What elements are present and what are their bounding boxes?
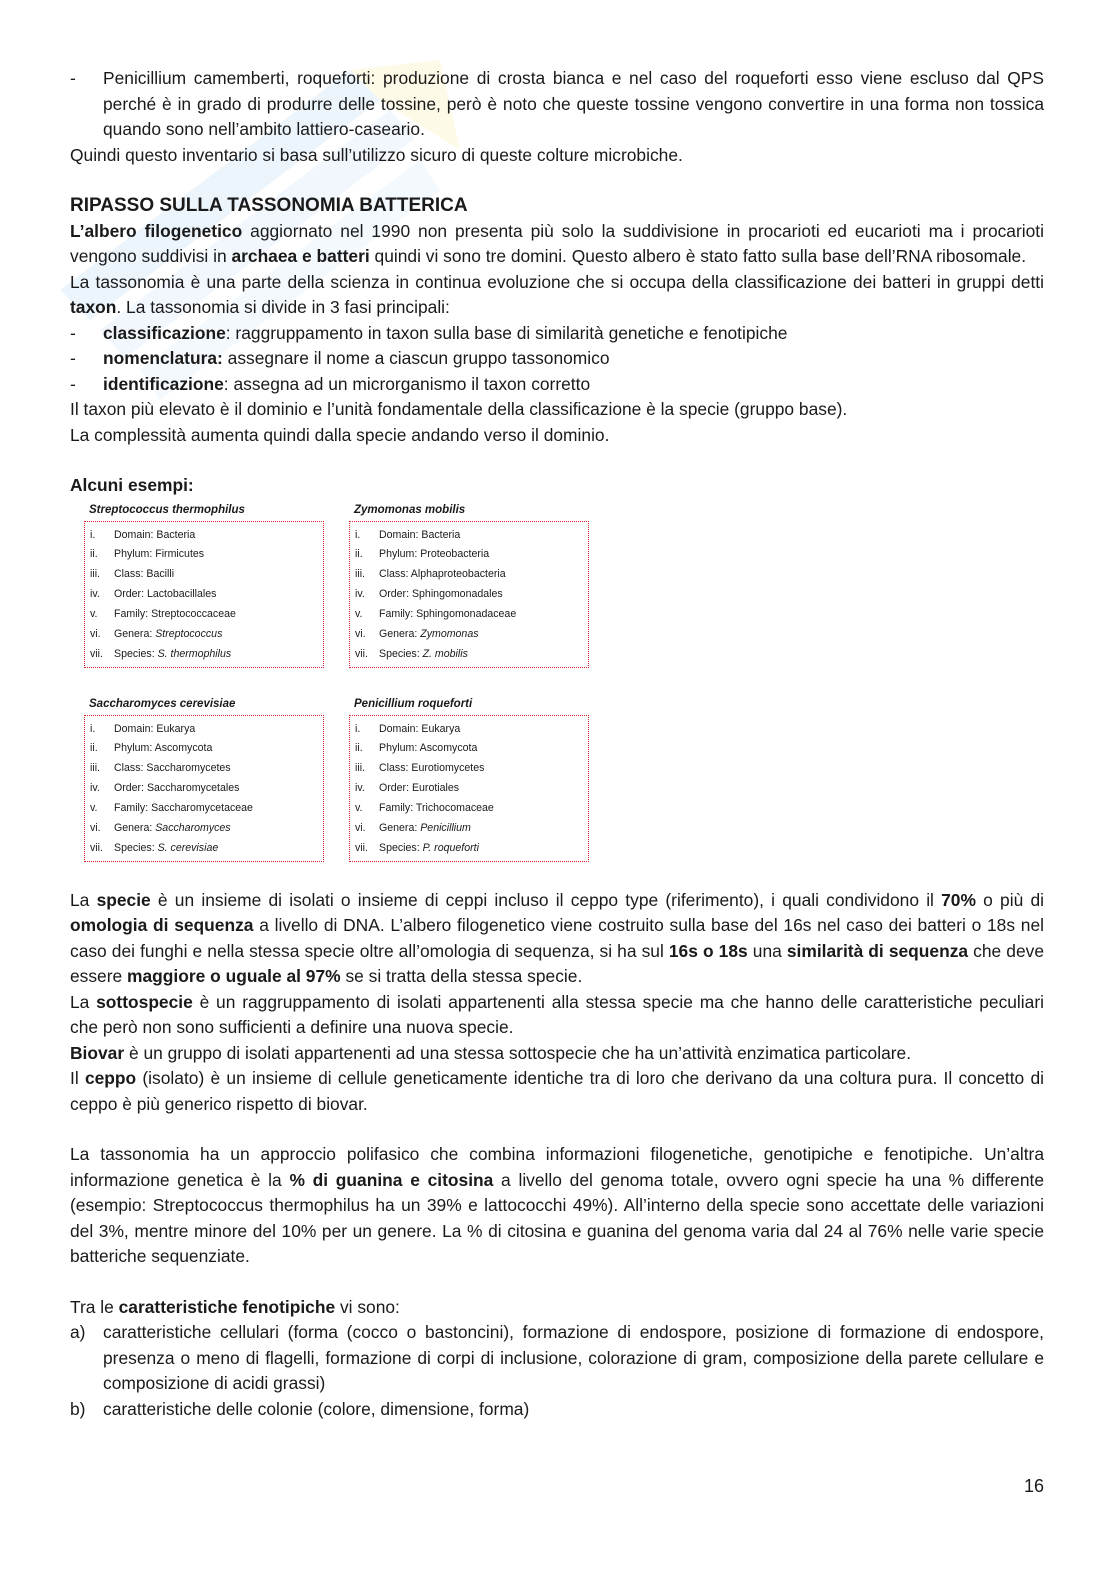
taxonomy-row: iv. Order: Eurotiales	[355, 782, 460, 795]
taxonomy-row: iii. Class: Saccharomycetes	[90, 762, 231, 775]
phase-item: - nomenclatura: assegnare il nome a ciascun gruppo tassonomico	[70, 348, 610, 368]
taxonomy-card-title: Penicillium roqueforti	[354, 697, 473, 710]
taxonomy-row: vii. Species: P. roqueforti	[355, 841, 479, 854]
taxonomy-row: vi. Genera: Penicillium	[355, 822, 471, 835]
taxonomy-row: vi. Genera: Zymomonas	[355, 628, 479, 641]
taxonomy-row: v. Family: Sphingomonadaceae	[355, 608, 517, 621]
taxonomy-row: i. Domain: Bacteria	[355, 528, 461, 541]
paragraph-taxonomy: La tassonomia è una parte della scienza in continua evoluzione che si occupa della classificazione dei batteri in gruppi detti taxon. La tassonomia si divide in 3 fasi principali:	[70, 271, 1044, 317]
taxonomy-card-box	[84, 521, 324, 668]
phase-item: - classificazione: raggruppamento in taxon sulla base di similarità genetiche e fenotipiche	[70, 322, 788, 343]
taxonomy-card-title: Zymomonas mobilis	[354, 503, 466, 516]
taxonomy-card-title: Saccharomyces cerevisiae	[89, 697, 236, 710]
phase-item: - identificazione: assegna ad un microrganismo il taxon corretto	[70, 373, 591, 394]
taxonomy-row: iii. Class: Alphaproteobacteria	[355, 568, 506, 581]
taxonomy-card	[84, 503, 324, 668]
intro-closing: Quindi questo inventario si basa sull’utilizzo sicuro di queste colture microbiche.	[70, 144, 683, 165]
paragraph-tree: L’albero filogenetico aggiornato nel 1990 non presenta più solo la suddivisione in procarioti ed eucarioti ma i procarioti vengono suddivisi in archaea e batteri quindi vi sono tre domini. Questo albero è stato fatto sulla base dell’RNA ribosomale.	[70, 220, 1045, 266]
examples-heading: Alcuni esempi:	[70, 475, 194, 495]
taxonomy-row: iv. Order: Lactobacillales	[90, 588, 217, 601]
taxonomy-row: vi. Genera: Saccharomyces	[90, 822, 231, 835]
taxonomy-row: iv. Order: Sphingomonadales	[355, 588, 503, 601]
taxonomy-examples-grid	[84, 503, 1044, 888]
paragraph-taxon-levels: Il taxon più elevato è il dominio e l’unità fondamentale della classificazione è la specie (gruppo base).	[70, 399, 848, 419]
taxonomy-card-box	[349, 715, 589, 862]
taxonomy-row: iii. Class: Eurotiomycetes	[355, 762, 485, 775]
paragraph-phenotypic-intro: Tra le caratteristiche fenotipiche vi sono:	[70, 1296, 400, 1317]
paragraph-polyphasic: La tassonomia ha un approccio polifasico che combina informazioni filogenetiche, genotipiche e fenotipiche. Un’altra informazione genetica è la % di guanina e citosina a livello del genoma totale, ovvero ogni specie ha una % differente (esempio: Streptococcus thermophilus ha un 39% e lattococchi 49%). All’interno della specie sono accettate delle variazioni del 3%, mentre minore del 10% per un genere. La % di citosina e guanina del genoma varia dal 24 al 76% nelle varie specie batteriche sequenziate.	[70, 1144, 1044, 1266]
taxonomy-row: iii. Class: Bacilli	[90, 568, 175, 581]
taxonomy-row: i. Domain: Eukarya	[355, 722, 461, 735]
taxonomy-row: ii. Phylum: Ascomycota	[355, 742, 478, 755]
taxonomy-row: vii. Species: S. thermophilus	[90, 647, 232, 660]
taxonomy-card	[349, 503, 589, 668]
taxonomy-row: ii. Phylum: Firmicutes	[90, 548, 205, 561]
paragraph-strain: Il ceppo (isolato) è un insieme di cellule geneticamente identiche tra di loro che derivano da una coltura pura. Il concetto di ceppo è più generico rispetto di biovar.	[70, 1068, 1044, 1114]
taxonomy-card-box	[349, 521, 589, 668]
taxonomy-card	[349, 697, 589, 862]
taxonomy-row: ii. Phylum: Ascomycota	[90, 742, 213, 755]
phenotypic-item: a) caratteristiche cellulari (forma (cocco o bastoncini), formazione di endospore, posizione di formazione di endospore, presenza o meno di flagelli, formazione di corpi di inclusione, colorazione di gram, composizione della parete cellulare e composizione di acidi grassi)	[70, 1322, 1044, 1393]
taxonomy-row: i. Domain: Bacteria	[90, 528, 196, 541]
taxonomy-row: vi. Genera: Streptococcus	[90, 628, 223, 641]
paragraph-complexity: La complessità aumenta quindi dalla specie andando verso il dominio.	[70, 424, 610, 445]
taxonomy-row: v. Family: Streptococcaceae	[90, 608, 236, 621]
paragraph-biovar: Biovar è un gruppo di isolati appartenenti ad una stessa sottospecie che ha un’attività enzimatica particolare.	[70, 1042, 912, 1063]
paragraph-species: La specie è un insieme di isolati o insieme di ceppi incluso il ceppo type (riferimento), i quali condividono il 70% o più di omologia di sequenza a livello di DNA. L’albero filogenetico viene costruito sulla base del 16s nel caso dei batteri o 18s nel caso dei funghi e nella stessa specie oltre all’omologia di sequenza, si ha sul 16s o 18s una similarità di sequenza che deve essere maggiore o uguale al 97% se si tratta della stessa specie.	[70, 889, 1044, 986]
taxonomy-card-title: Streptococcus thermophilus	[89, 503, 245, 516]
taxonomy-row: vii. Species: Z. mobilis	[355, 647, 468, 660]
taxonomy-row: v. Family: Saccharomycetaceae	[90, 802, 253, 815]
taxonomy-row: vii. Species: S. cerevisiae	[90, 841, 219, 854]
taxonomy-row: i. Domain: Eukarya	[90, 722, 196, 735]
intro-bullet: - Penicillium camemberti, roqueforti: produzione di crosta bianca e nel caso del roqueforti esso viene escluso dal QPS perché è in grado di produrre delle tossine, però è noto che queste tossine vengono convertire in una forma non tossica quando sono nell’ambito lattiero-caseario.	[70, 68, 1044, 139]
taxonomy-row: v. Family: Trichocomaceae	[355, 802, 494, 815]
taxonomy-card	[84, 697, 324, 862]
paragraph-subspecies: La sottospecie è un raggruppamento di isolati appartenenti alla stessa specie ma che hanno delle caratteristiche peculiari che però non sono sufficienti a definire una nuova specie.	[70, 991, 1044, 1037]
phenotypic-item: b) caratteristiche delle colonie (colore, dimensione, forma)	[70, 1398, 530, 1419]
taxonomy-row: ii. Phylum: Proteobacteria	[355, 548, 490, 561]
section-heading: RIPASSO SULLA TASSONOMIA BATTERICA	[70, 195, 468, 216]
taxonomy-row: iv. Order: Saccharomycetales	[90, 782, 240, 795]
taxonomy-card-box	[84, 715, 324, 862]
page-number: 16	[1023, 1476, 1044, 1496]
